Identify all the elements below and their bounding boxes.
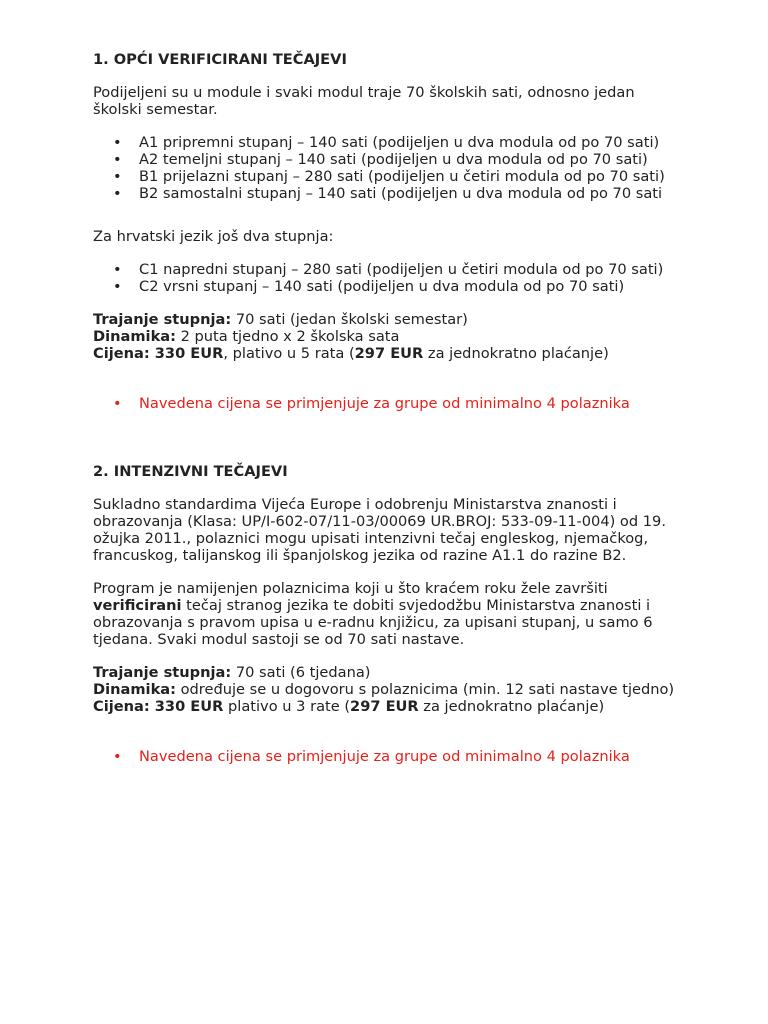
- duration-label: Trajanje stupnja:: [93, 311, 232, 328]
- section-2-price-note: • Navedena cijena se primjenjuje za grupe od minimalno 4 polaznika: [93, 748, 683, 765]
- section-1-intro: Podijeljeni su u module i svaki modul traje 70 školskih sati, odnosno jedan školski semestar.: [93, 84, 635, 118]
- section-2-paragraph-1: Sukladno standardima Vijeća Europe i odobrenju Ministarstva znanosti i obrazovanja (Klasa: UP/I-602-07/11-03/00069 UR.BROJ: 533-09-11-004) od 19. ožujka 2011., polaznici mogu upisati intenzivni tečaj engleskog, njemačkog, francuskog, talijanskog ili španjolskog jezika od razine A1.1 do razine B2.: [93, 496, 666, 564]
- price-mid: , plativo u 5 rata (: [223, 345, 355, 362]
- list-item-c1: • C1 napredni stupanj – 280 sati (podijeljen u četiri modula od po 70 sati): [93, 261, 683, 278]
- list-item-c2: • C2 vrsni stupanj – 140 sati (podijeljen u dva modula od po 70 sati): [93, 278, 683, 295]
- section-1-note-list: [93, 395, 683, 412]
- section-1-duration: [93, 311, 683, 328]
- duration-value: 70 sati (jedan školski semestar): [231, 311, 468, 328]
- duration-label: Trajanje stupnja:: [93, 664, 232, 681]
- section-1-extra-levels-list: [93, 261, 683, 295]
- section-2-price: [93, 698, 683, 715]
- section-1-dynamics: [93, 328, 683, 345]
- section-1-heading: 1. OPĆI VERIFICIRANI TEČAJEVI: [93, 51, 347, 68]
- price-end: za jednokratno plaćanje): [423, 345, 609, 362]
- para-2-end: tečaj stranog jezika te dobiti svjedodžbu Ministarstva znanosti i obrazovanja s pravom upisa u e-radnu knjižicu, za upisani stupanj, u samo 6 tjedana. Svaki modul sastoji se od 70 sati nastave.: [93, 597, 653, 648]
- dynamics-label: Dinamika:: [93, 328, 176, 345]
- section-2-heading: 2. INTENZIVNI TEČAJEVI: [93, 463, 288, 480]
- section-1-info: [93, 311, 683, 362]
- list-item-b1: • B1 prijelazni stupanj – 280 sati (podijeljen u četiri modula od po 70 sati): [93, 168, 683, 185]
- price-mid: plativo u 3 rate (: [223, 698, 351, 715]
- price-one-time: 297 EUR: [354, 345, 424, 362]
- document-page: [93, 51, 683, 765]
- price-label: Cijena: 330 EUR: [93, 345, 224, 362]
- price-end: za jednokratno plaćanje): [418, 698, 605, 715]
- list-item-a1: • A1 pripremni stupanj – 140 sati (podijeljen u dva modula od po 70 sati): [93, 134, 683, 151]
- duration-value: 70 sati (6 tjedana): [231, 664, 371, 681]
- section-2-note-list: [93, 748, 683, 765]
- section-2-paragraph-2: [93, 580, 683, 648]
- price-label: Cijena: 330 EUR: [93, 698, 224, 715]
- price-one-time: 297 EUR: [350, 698, 419, 715]
- para-2-start: Program je namijenjen polaznicima koji u što kraćem roku žele završiti: [93, 580, 608, 597]
- croatian-extra-intro: Za hrvatski jezik još dva stupnja:: [93, 228, 334, 245]
- section-1-levels-list: [93, 134, 683, 202]
- section-2-duration: [93, 664, 683, 681]
- list-item-a2: • A2 temeljni stupanj – 140 sati (podijeljen u dva modula od po 70 sati): [93, 151, 683, 168]
- section-2-info: [93, 664, 683, 715]
- section-2-dynamics: [93, 681, 683, 698]
- dynamics-value: 2 puta tjedno x 2 školska sata: [175, 328, 400, 345]
- dynamics-value: određuje se u dogovoru s polaznicima (min. 12 sati nastave tjedno): [175, 681, 675, 698]
- list-item-b2: • B2 samostalni stupanj – 140 sati (podijeljen u dva modula od po 70 sati: [93, 185, 683, 202]
- para-2-bold: verificirani: [93, 597, 182, 614]
- dynamics-label: Dinamika:: [93, 681, 176, 698]
- section-1-price: [93, 345, 683, 362]
- section-1-price-note: • Navedena cijena se primjenjuje za grupe od minimalno 4 polaznika: [93, 395, 683, 412]
